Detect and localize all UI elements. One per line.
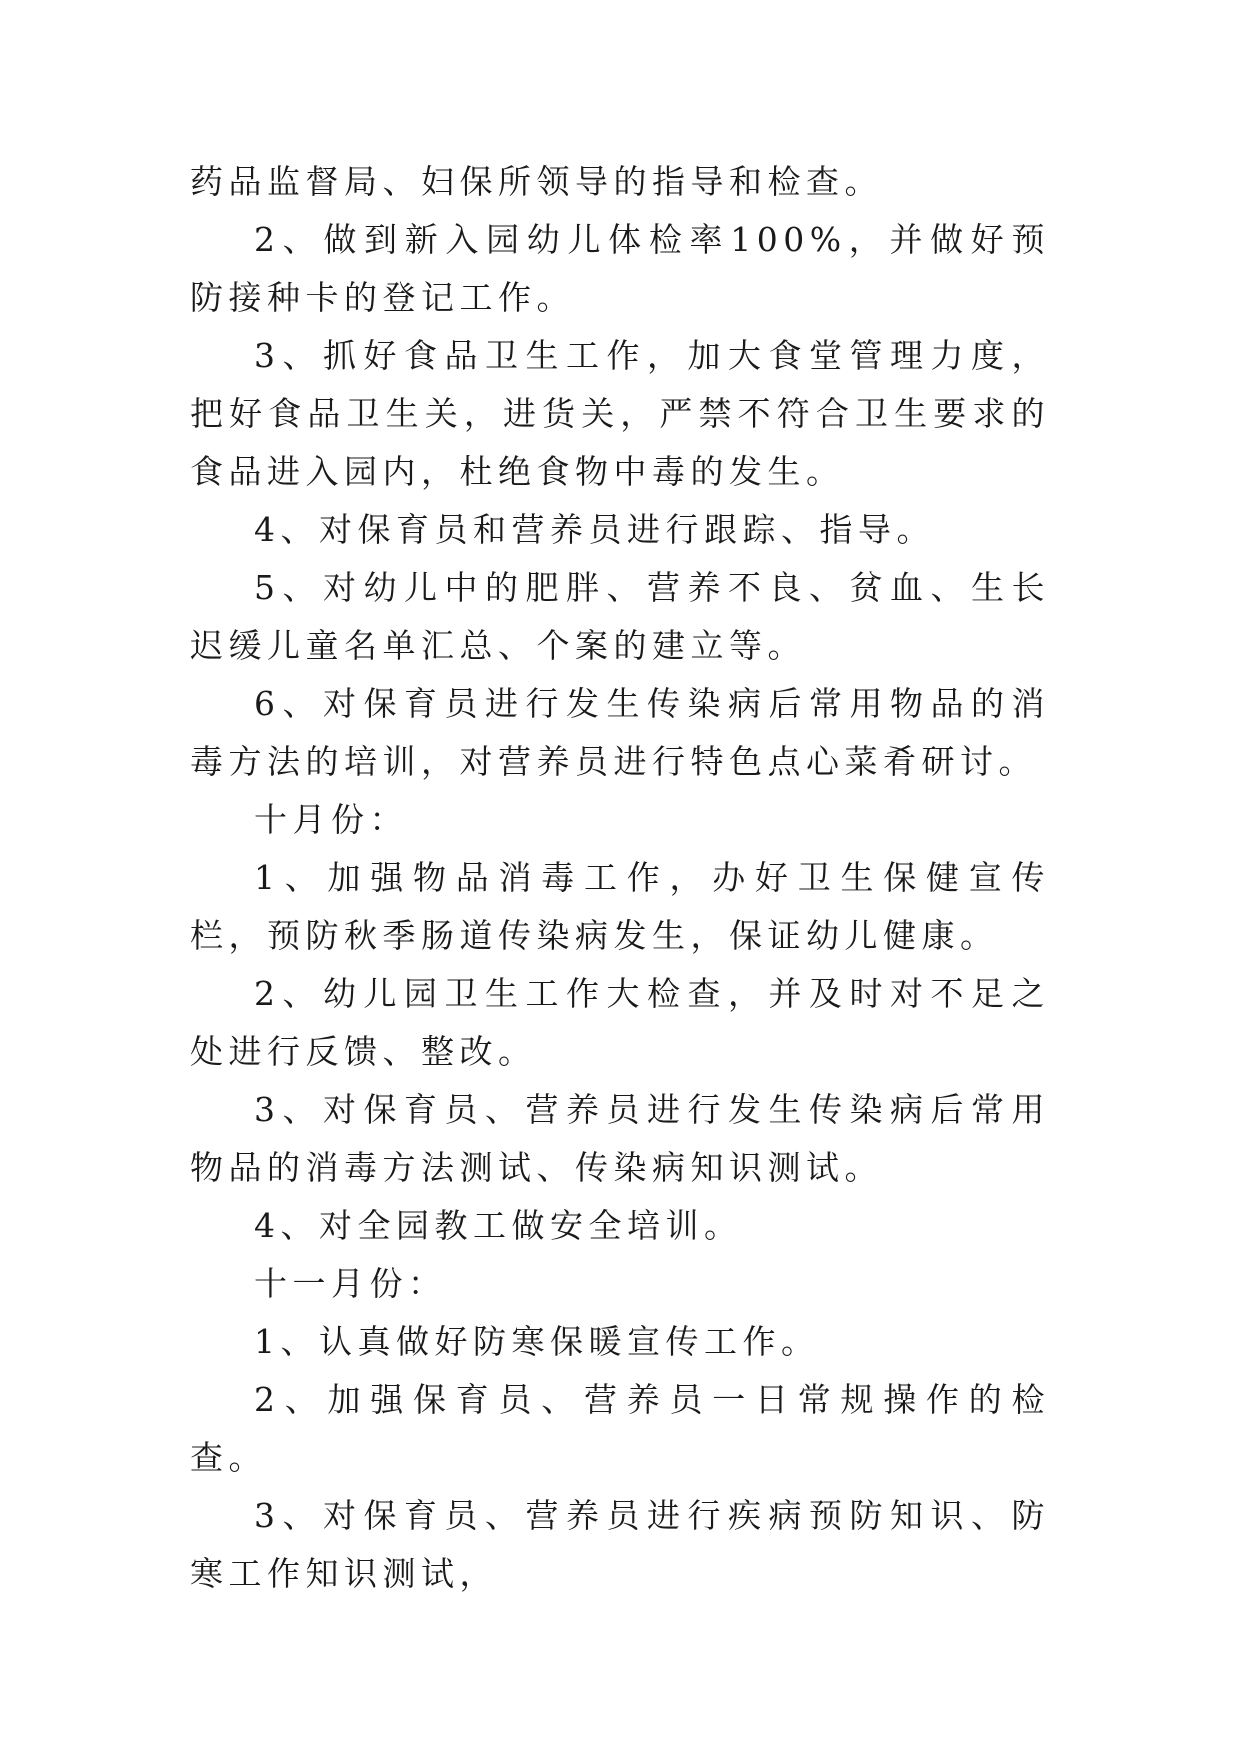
section-heading-november: 十一月份：	[254, 1264, 447, 1303]
paragraph-item: 3、对保育员、营养员进行发生传染病后常用物品的消毒方法测试、传染病知识测试。	[190, 1090, 1050, 1187]
paragraph-item: 3、抓好食品卫生工作，加大食堂管理力度，把好食品卫生关，进货关，严禁不符合卫生要求的食品进入园内，杜绝食物中毒的发生。	[190, 336, 1050, 491]
paragraph-item: 1、加强物品消毒工作，办好卫生保健宣传栏，预防秋季肠道传染病发生，保证幼儿健康。	[190, 858, 1050, 955]
paragraph-item: 2、幼儿园卫生工作大检查，并及时对不足之处进行反馈、整改。	[190, 974, 1050, 1071]
paragraph-item: 4、对全园教工做安全培训。	[254, 1206, 743, 1245]
paragraph-continuation: 药品监督局、妇保所领导的指导和检查。	[190, 162, 883, 201]
section-heading-october: 十月份：	[254, 800, 408, 839]
paragraph-item: 5、对幼儿中的肥胖、营养不良、贫血、生长迟缓儿童名单汇总、个案的建立等。	[190, 568, 1050, 665]
paragraph-item: 1、认真做好防寒保暖宣传工作。	[254, 1322, 820, 1361]
paragraph-item: 3、对保育员、营养员进行疾病预防知识、防寒工作知识测试，	[190, 1496, 1050, 1593]
paragraph-item: 2、做到新入园幼儿体检率100%，并做好预防接种卡的登记工作。	[190, 220, 1050, 317]
paragraph-item: 4、对保育员和营养员进行跟踪、指导。	[254, 510, 935, 549]
document-body	[190, 153, 1050, 1603]
paragraph-item: 2、加强保育员、营养员一日常规操作的检查。	[190, 1380, 1050, 1477]
paragraph-item: 6、对保育员进行发生传染病后常用物品的消毒方法的培训，对营养员进行特色点心菜肴研讨。	[190, 684, 1050, 781]
